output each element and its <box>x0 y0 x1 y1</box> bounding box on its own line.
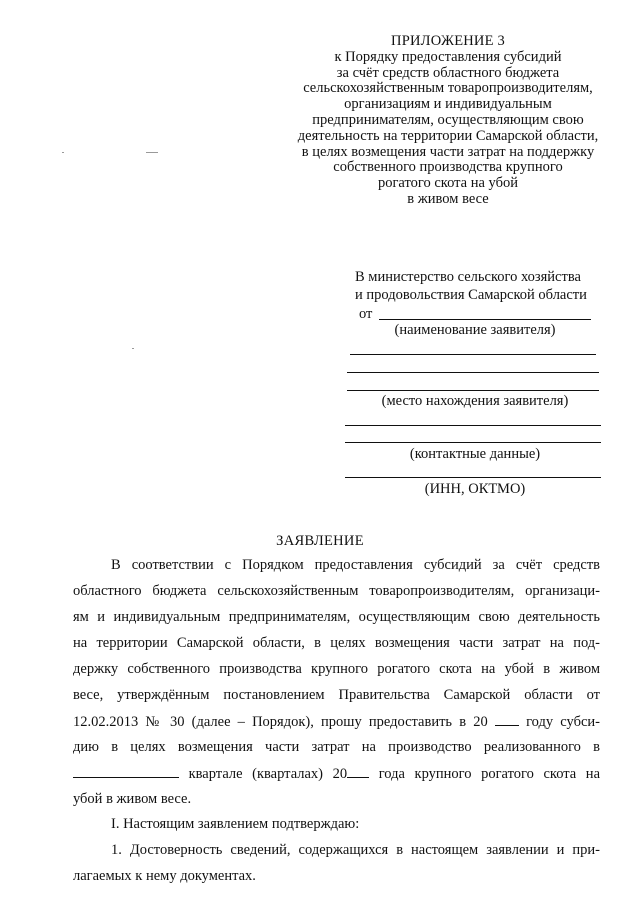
location-caption: (место нахождения заявителя) <box>381 393 569 409</box>
contacts-field[interactable] <box>345 442 601 443</box>
applicant-line-2[interactable] <box>347 372 599 373</box>
appendix-header <box>262 34 634 208</box>
appendix-line: сельскохозяйственным товаропроизводителям, <box>303 80 593 97</box>
statement-line: убой в живом весе. <box>73 791 192 807</box>
appendix-line: собственного производства крупного <box>333 159 563 176</box>
appendix-line: в живом весе <box>407 190 489 207</box>
contacts-line-1[interactable] <box>345 425 601 426</box>
scan-speck <box>132 348 134 349</box>
appendix-line: в целях возмещения части затрат на поддержку <box>301 143 595 160</box>
statement-text: году субси- <box>526 714 600 730</box>
appendix-line: предпринимателям, осуществляющим свою <box>312 111 584 128</box>
appendix-line: деятельность на территории Самарской области, <box>297 127 599 144</box>
addressee-ministry-line2: и продовольствия Самарской области <box>355 287 587 303</box>
addressee-block <box>345 268 605 497</box>
applicant-name-caption: (наименование заявителя) <box>394 322 556 338</box>
appendix-title: ПРИЛОЖЕНИЕ 3 <box>391 33 505 49</box>
appendix-line: за счёт средств областного бюджета <box>336 64 560 81</box>
statement-line: весе, утверждённым постановлением Правительства Самарской области от <box>73 687 600 703</box>
addressee-ministry-line1: В министерство сельского хозяйства <box>355 269 581 285</box>
statement-text: квартале (кварталах) 20 <box>188 766 348 782</box>
quarter-year-blank[interactable] <box>347 764 369 778</box>
year-blank[interactable] <box>495 712 519 726</box>
statement-line: ям и индивидуальным предпринимателям, осуществляющим свою деятельность <box>73 609 600 625</box>
statement-line: В соответствии с Порядком предоставления субсидий за счёт средств <box>111 557 600 573</box>
quarter-blank[interactable] <box>73 764 179 778</box>
item-1-line1: 1. Достоверность сведений, содержащихся в настоящем заявлении и при- <box>111 842 600 858</box>
statement-text: 12.02.2013 № 30 (далее – Порядок), прошу предоставить в 20 <box>73 714 488 730</box>
scan-speck <box>62 152 64 153</box>
statement-line-year <box>73 712 600 730</box>
item-1-line2: лагаемых к нему документах. <box>73 868 256 884</box>
statement-line: держку собственного производства крупного рогатого скота на убой в живом <box>73 661 600 677</box>
appendix-line: рогатого скота на убой <box>377 175 518 192</box>
statement-line: областного бюджета сельскохозяйственным товаропроизводителям, организаци- <box>73 583 600 599</box>
from-label: от <box>359 306 373 322</box>
statement-line: дию в целях возмещения части затрат на производство реализованного в <box>73 739 600 755</box>
inn-field[interactable] <box>345 477 601 478</box>
appendix-line: организациям и индивидуальным <box>344 96 552 113</box>
statement-title: ЗАЯВЛЕНИЕ <box>276 533 364 549</box>
inn-caption: (ИНН, ОКТМО) <box>424 481 526 497</box>
applicant-line-1[interactable] <box>350 354 596 355</box>
scan-speck <box>146 152 158 153</box>
statement-line-quarter <box>73 764 600 782</box>
statement-text: года крупного рогатого скота на <box>378 766 601 782</box>
statement-line: на территории Самарской области, в целях возмещения части затрат на под- <box>73 635 600 651</box>
location-field[interactable] <box>347 390 599 391</box>
confirm-heading: I. Настоящим заявлением подтверждаю: <box>111 816 360 832</box>
appendix-line: к Порядку предоставления субсидий <box>334 48 562 65</box>
contacts-caption: (контактные данные) <box>409 446 541 462</box>
applicant-name-field[interactable] <box>379 319 591 320</box>
